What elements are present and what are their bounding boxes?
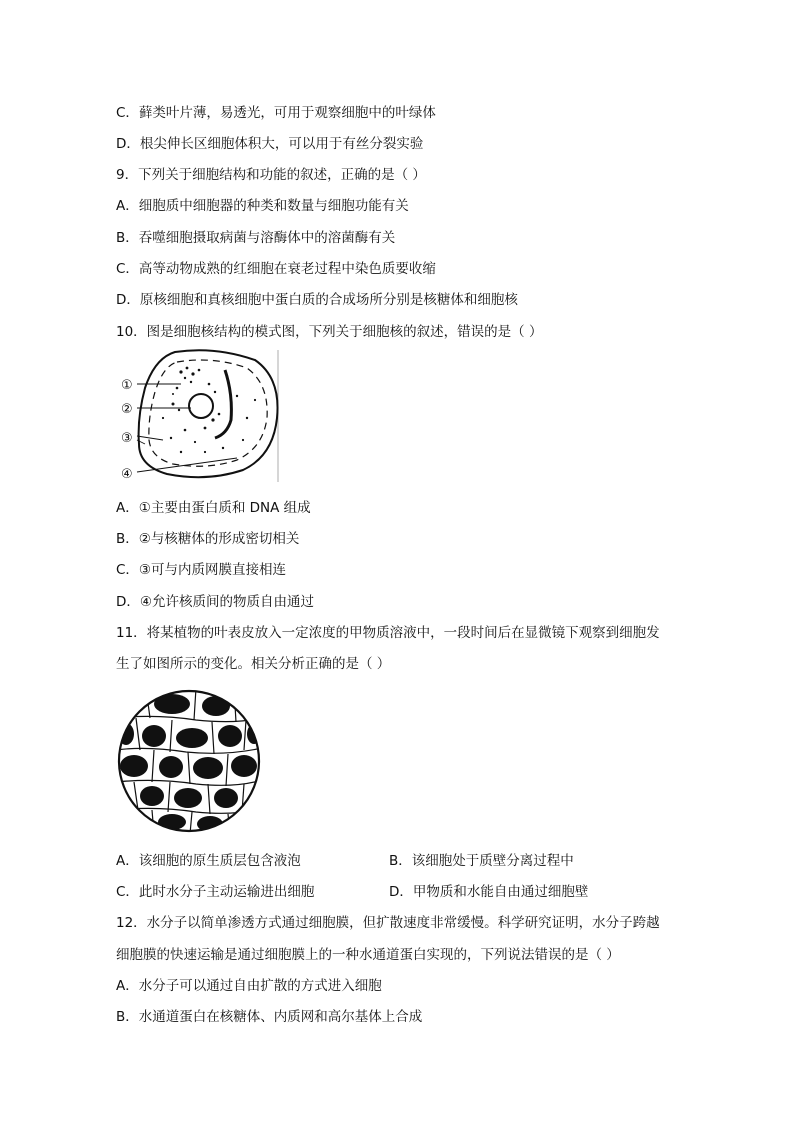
label-2: ② (121, 402, 133, 417)
q11-option-d: D．甲物质和水能自由通过细胞壁 (389, 884, 589, 900)
nucleus-structure-diagram (115, 348, 285, 484)
plasmolysis-micrograph (116, 688, 262, 834)
q10-option-a: A．①主要由蛋白质和 DNA 组成 (116, 500, 311, 516)
q8-option-c: C．藓类叶片薄，易透光，可用于观察细胞中的叶绿体 (116, 105, 436, 121)
q12-option-a: A．水分子可以通过自由扩散的方式进入细胞 (116, 978, 382, 994)
q12-stem-line1: 12．水分子以简单渗透方式通过细胞膜，但扩散速度非常缓慢。科学研究证明，水分子跨越 (116, 915, 660, 931)
q11-option-a: A．该细胞的原生质层包含液泡 (116, 853, 301, 869)
q9-stem: 9．下列关于细胞结构和功能的叙述，正确的是（ ） (116, 167, 426, 183)
q9-option-c: C．高等动物成熟的红细胞在衰老过程中染色质要收缩 (116, 261, 436, 277)
q11-stem-line1: 11．将某植物的叶表皮放入一定浓度的甲物质溶液中，一段时间后在显微镜下观察到细胞发 (116, 625, 660, 641)
q12-stem-line2: 细胞膜的快速运输是通过细胞膜上的一种水通道蛋白实现的，下列说法错误的是（ ） (116, 947, 620, 963)
q10-option-c: C．③可与内质网膜直接相连 (116, 562, 287, 578)
q10-stem: 10．图是细胞核结构的模式图，下列关于细胞核的叙述，错误的是（ ） (116, 324, 543, 340)
q11-option-b: B．该细胞处于质壁分离过程中 (389, 853, 574, 869)
q9-option-a: A．细胞质中细胞器的种类和数量与细胞功能有关 (116, 198, 409, 214)
q11-option-c: C．此时水分子主动运输进出细胞 (116, 884, 315, 900)
q9-option-b: B．吞噬细胞摄取病菌与溶酶体中的溶菌酶有关 (116, 230, 396, 246)
q9-option-d: D．原核细胞和真核细胞中蛋白质的合成场所分别是核糖体和细胞核 (116, 292, 518, 308)
q10-option-d: D．④允许核质间的物质自由通过 (116, 594, 314, 610)
label-1: ① (121, 378, 133, 393)
q11-stem-line2: 生了如图所示的变化。相关分析正确的是（ ） (116, 656, 391, 672)
label-3: ③ (121, 431, 133, 446)
q12-option-b: B．水通道蛋白在核糖体、内质网和高尔基体上合成 (116, 1009, 423, 1025)
q8-option-d: D．根尖伸长区细胞体积大，可以用于有丝分裂实验 (116, 136, 424, 152)
q10-option-b: B．②与核糖体的形成密切相关 (116, 531, 300, 547)
label-4: ④ (121, 467, 133, 482)
